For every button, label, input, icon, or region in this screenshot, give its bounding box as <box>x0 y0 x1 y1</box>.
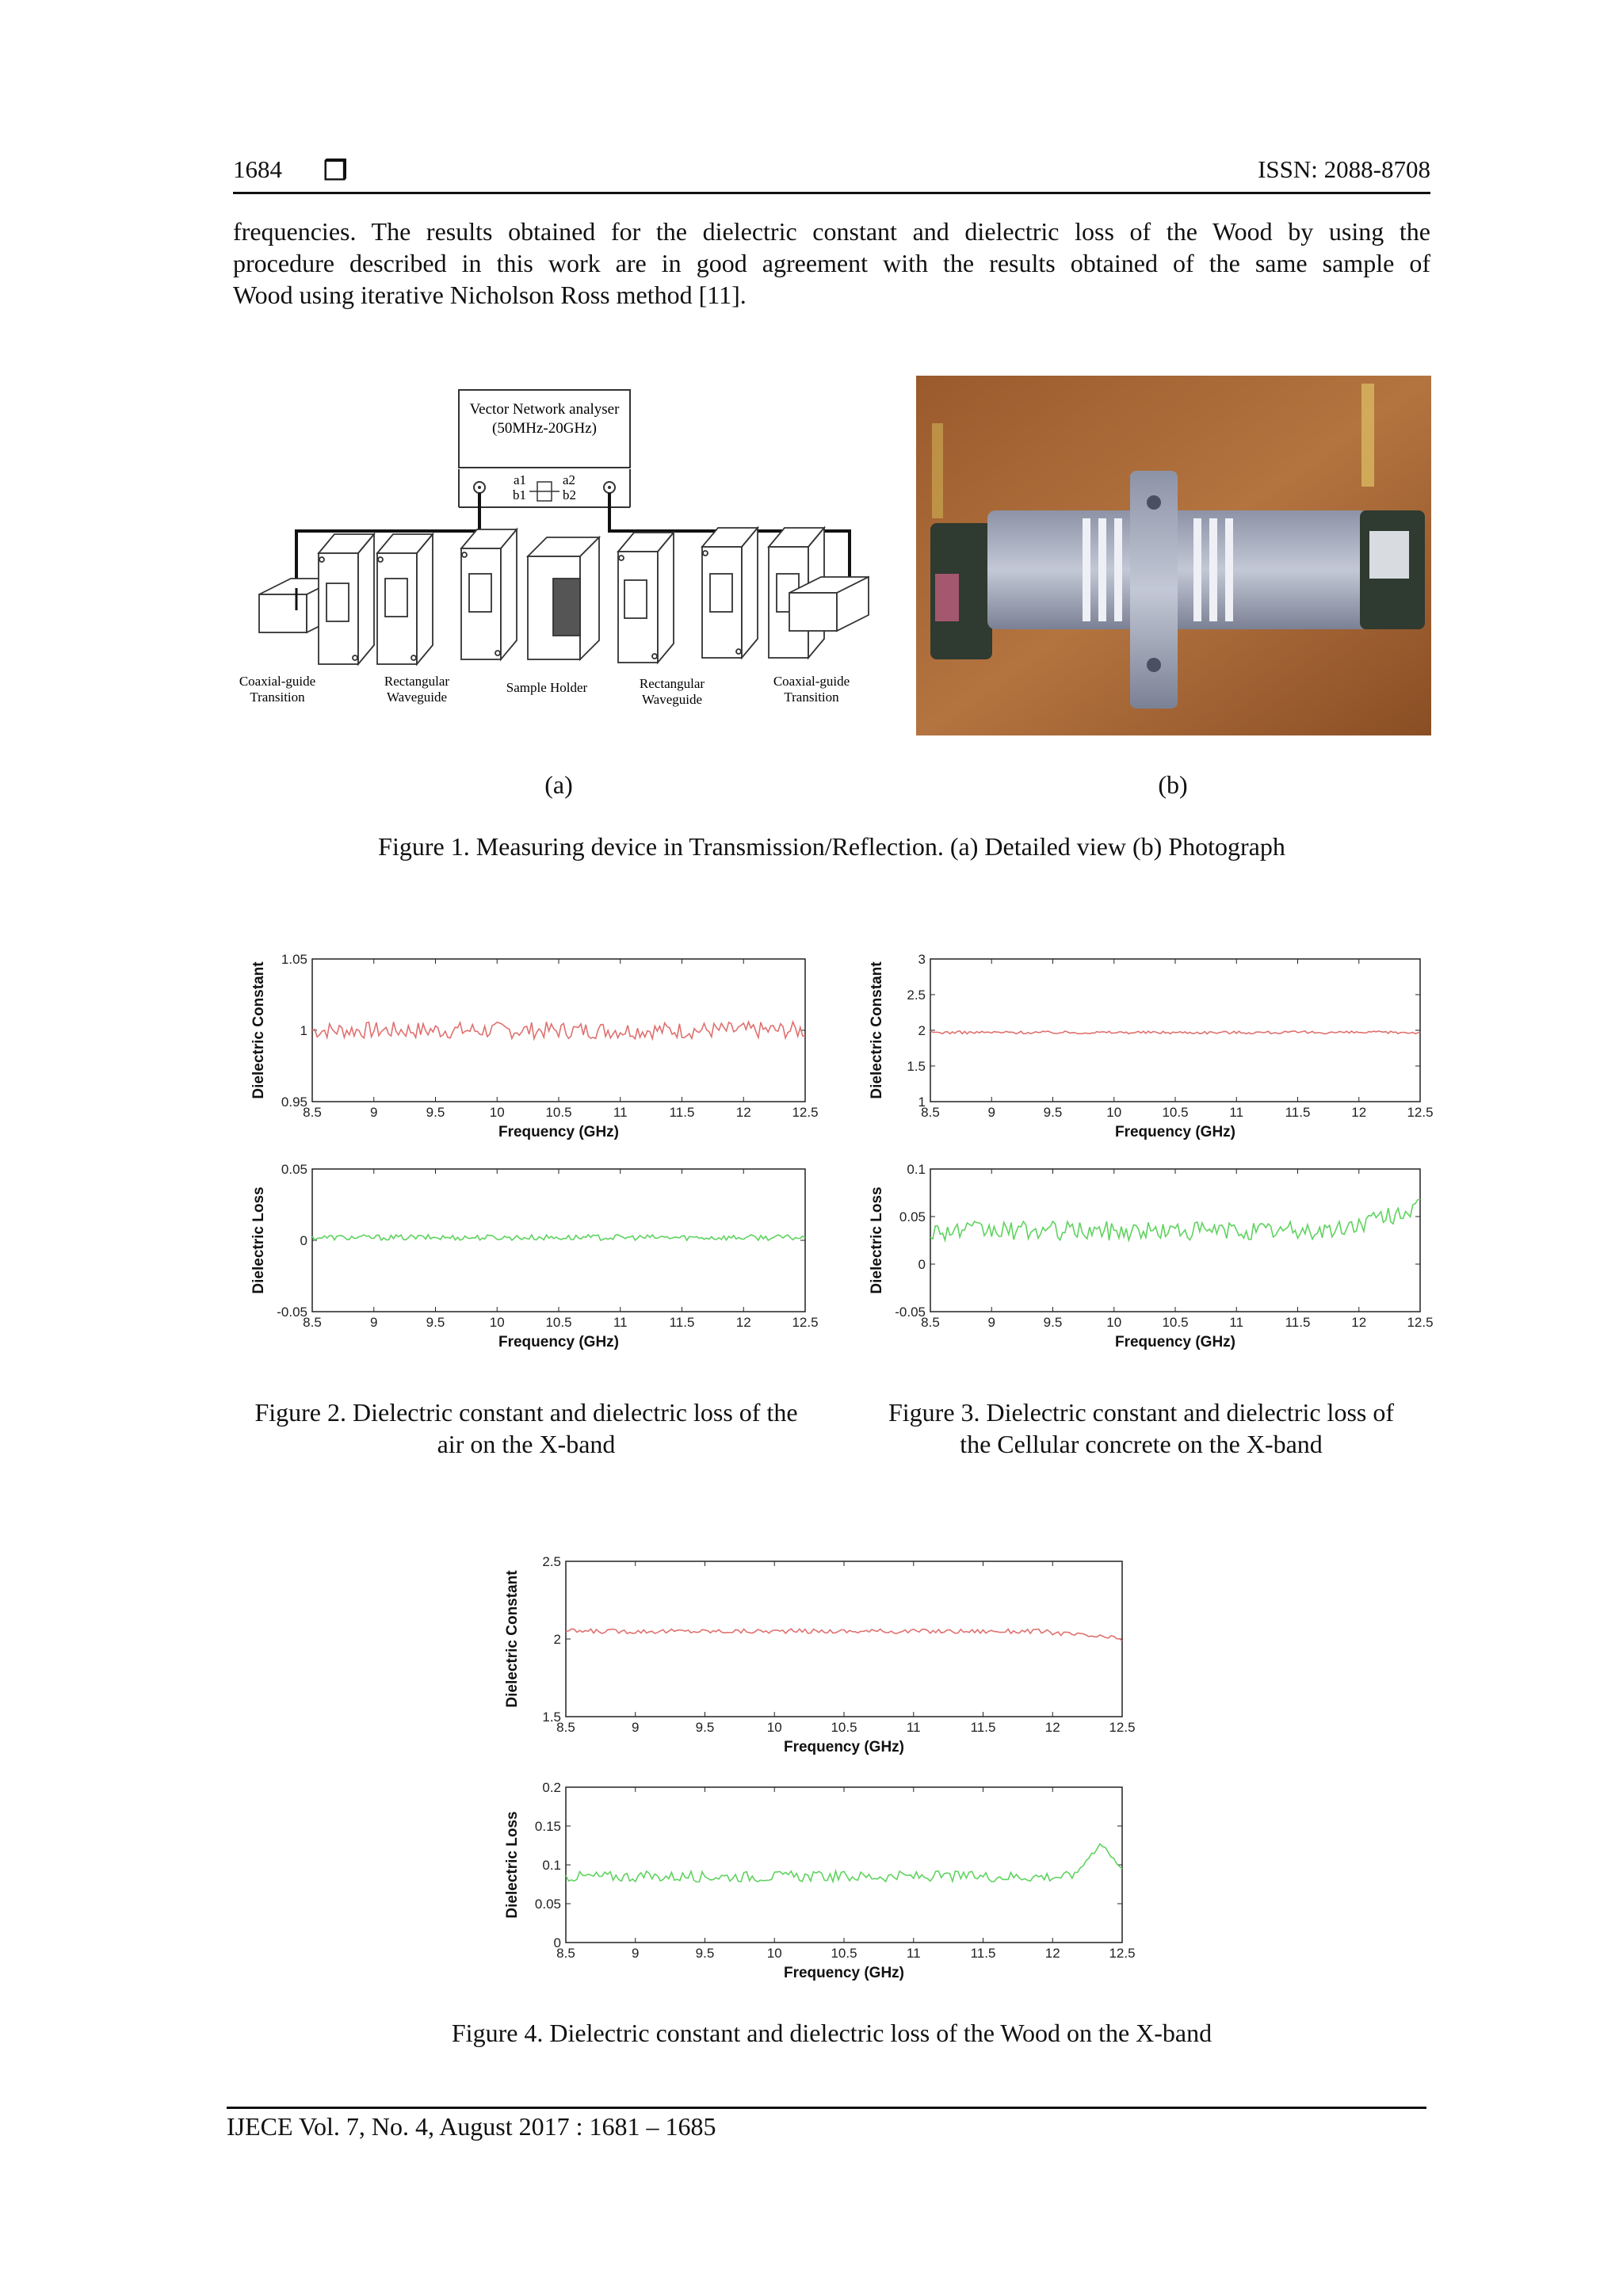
port-b2: b2 <box>563 487 576 502</box>
y-tick-label: 2.5 <box>907 988 926 1003</box>
x-tick-label: 10.5 <box>545 1315 572 1330</box>
x-tick-label: 9 <box>987 1105 995 1120</box>
x-tick-label: 11.5 <box>970 1946 996 1961</box>
x-tick-label: 11.5 <box>669 1105 695 1120</box>
x-tick-label: 8.5 <box>556 1946 575 1961</box>
x-axis-label: Frequency (GHz) <box>498 1124 620 1140</box>
x-tick-label: 10.5 <box>545 1105 572 1120</box>
y-axis-label: Dielectric Loss <box>869 1186 885 1294</box>
x-tick-label: 9.5 <box>426 1105 445 1120</box>
x-tick-label: 10.5 <box>831 1946 857 1961</box>
series-line <box>566 1629 1122 1641</box>
label-coax-right-2: Transition <box>784 690 839 705</box>
y-axis-label: Dielectric Constant <box>869 961 885 1099</box>
x-tick-label: 12 <box>1044 1946 1060 1961</box>
box-glyph-icon: ❒ <box>323 157 348 186</box>
figure4-caption: Figure 4. Dielectric constant and dielectric loss of the Wood on the X-band <box>451 2019 1212 2047</box>
plot-frame <box>566 1561 1122 1717</box>
x-tick-label: 11 <box>906 1946 921 1961</box>
figure3-caption <box>848 1396 1434 1460</box>
y-axis-label: Dielectric Loss <box>250 1186 267 1294</box>
y-tick-label: 2 <box>918 1023 926 1038</box>
label-waveguide-left-2: Waveguide <box>386 690 448 705</box>
x-tick-label: 9.5 <box>695 1720 715 1735</box>
issn: ISSN: 2088-8708 <box>1258 155 1430 183</box>
y-tick-label: 1.5 <box>542 1710 561 1725</box>
port-a1: a1 <box>513 472 526 487</box>
port-a2: a2 <box>563 472 576 487</box>
x-tick-label: 12.5 <box>1407 1315 1434 1330</box>
x-tick-label: 8.5 <box>921 1315 940 1330</box>
chart-fig4-top <box>504 1554 1136 1755</box>
y-tick-label: 0.1 <box>907 1162 926 1177</box>
figure1-photograph <box>916 376 1431 735</box>
x-tick-label: 9 <box>370 1105 378 1120</box>
x-tick-label: 11.5 <box>669 1315 695 1330</box>
vna-title-1: Vector Network analyser <box>469 401 620 418</box>
x-tick-label: 9 <box>632 1720 640 1735</box>
x-tick-label: 8.5 <box>303 1315 322 1330</box>
y-tick-label: 0 <box>553 1935 561 1950</box>
y-tick-label: 1.05 <box>281 952 307 967</box>
y-tick-label: 0.05 <box>899 1209 926 1224</box>
x-axis-label: Frequency (GHz) <box>783 1739 905 1755</box>
series-line <box>930 1031 1420 1034</box>
y-tick-label: -0.05 <box>895 1305 926 1320</box>
y-tick-label: 1 <box>918 1095 926 1110</box>
y-axis-label: Dielectric Constant <box>250 961 267 1099</box>
figure3-caption-line-2: the Cellular concrete on the X-band <box>960 1430 1323 1458</box>
plot-frame <box>930 959 1420 1102</box>
y-axis-label: Dielectric Constant <box>504 1570 521 1708</box>
x-tick-label: 10 <box>1106 1105 1122 1120</box>
port-b1: b1 <box>513 487 526 502</box>
x-tick-label: 12 <box>1351 1105 1367 1120</box>
label-waveguide-left: Rectangular <box>384 674 450 689</box>
paragraph-line: procedure described in this work are in good agreement with the results obtained of the same sample of <box>233 249 1430 277</box>
x-tick-label: 10.5 <box>1162 1315 1189 1330</box>
x-tick-label: 12.5 <box>792 1315 819 1330</box>
x-axis-label: Frequency (GHz) <box>498 1334 620 1350</box>
chart-fig3-bottom <box>869 1162 1434 1350</box>
figure2-caption <box>233 1396 819 1460</box>
y-tick-label: -0.05 <box>277 1305 307 1320</box>
vna-title-2: (50MHz-20GHz) <box>492 420 597 437</box>
x-tick-label: 10 <box>1106 1315 1122 1330</box>
x-tick-label: 12 <box>1351 1315 1367 1330</box>
x-tick-label: 9 <box>987 1315 995 1330</box>
x-tick-label: 12 <box>735 1105 751 1120</box>
y-tick-label: 1 <box>300 1023 307 1038</box>
figure1-sub-a: (a) <box>544 770 573 799</box>
y-axis-label: Dielectric Loss <box>504 1811 521 1919</box>
x-tick-label: 10 <box>766 1720 782 1735</box>
x-tick-label: 8.5 <box>303 1105 322 1120</box>
label-coax-right: Coaxial-guide <box>773 674 850 689</box>
x-tick-label: 11.5 <box>1285 1315 1311 1330</box>
plot-frame <box>930 1169 1420 1312</box>
series-line <box>312 1022 805 1038</box>
figure1-caption: Figure 1. Measuring device in Transmission/Reflection. (a) Detailed view (b) Photograph <box>378 832 1285 861</box>
x-tick-label: 9.5 <box>426 1315 445 1330</box>
paragraph-line: frequencies. The results obtained for the dielectric constant and dielectric loss of the Wood by using the <box>233 217 1430 246</box>
y-tick-label: 2.5 <box>542 1554 561 1569</box>
figure2-caption-line-1: Figure 2. Dielectric constant and dielectric loss of the <box>254 1398 798 1427</box>
figure2-caption-line-2: air on the X-band <box>437 1430 616 1458</box>
x-tick-label: 12 <box>735 1315 751 1330</box>
x-tick-label: 12.5 <box>1407 1105 1434 1120</box>
x-tick-label: 11 <box>613 1105 628 1120</box>
x-tick-label: 11 <box>906 1720 921 1735</box>
sample-holder-box <box>528 537 599 659</box>
chart-fig2-bottom <box>250 1162 819 1350</box>
figure1-sub-b: (b) <box>1158 770 1188 799</box>
x-tick-label: 9.5 <box>1043 1315 1063 1330</box>
x-tick-label: 11 <box>1229 1315 1244 1330</box>
y-tick-label: 0.15 <box>534 1819 561 1834</box>
x-tick-label: 10 <box>489 1315 505 1330</box>
label-sample-holder: Sample Holder <box>506 680 588 695</box>
chart-fig4-bottom <box>504 1780 1136 1981</box>
figure4-charts <box>491 1545 1141 1997</box>
series-line <box>566 1844 1122 1882</box>
x-tick-label: 10.5 <box>1162 1105 1189 1120</box>
waveguide-left-plate <box>377 534 433 664</box>
x-tick-label: 10.5 <box>831 1720 857 1735</box>
plot-frame <box>312 959 805 1102</box>
x-tick-label: 9.5 <box>1043 1105 1063 1120</box>
x-axis-label: Frequency (GHz) <box>783 1965 905 1981</box>
series-line <box>930 1199 1420 1240</box>
x-tick-label: 9 <box>370 1315 378 1330</box>
x-tick-label: 10 <box>489 1105 505 1120</box>
figure3-charts <box>869 943 1447 1363</box>
chart-fig3-top <box>869 952 1434 1140</box>
y-tick-label: 0 <box>918 1257 926 1272</box>
flange-3 <box>618 533 674 663</box>
y-tick-label: 0 <box>300 1233 307 1248</box>
flange-2 <box>461 529 517 659</box>
series-line <box>312 1235 805 1240</box>
x-tick-label: 9 <box>632 1946 640 1961</box>
x-tick-label: 11.5 <box>970 1720 996 1735</box>
paragraph-line: Wood using iterative Nicholson Ross method [11]. <box>233 281 747 309</box>
figure2-charts <box>233 943 835 1363</box>
x-tick-label: 12.5 <box>1109 1720 1136 1735</box>
y-tick-label: 0.05 <box>281 1162 307 1177</box>
waveguide-right-plate <box>702 528 758 658</box>
body-paragraph <box>233 216 1430 311</box>
plot-frame <box>566 1787 1122 1943</box>
footer-rule <box>227 2107 1426 2109</box>
x-tick-label: 10 <box>766 1946 782 1961</box>
y-tick-label: 0.1 <box>542 1858 561 1873</box>
label-coax-left: Coaxial-guide <box>239 674 316 689</box>
label-coax-left-2: Transition <box>250 690 305 705</box>
label-waveguide-right-2: Waveguide <box>641 692 703 707</box>
figure3-caption-line-1: Figure 3. Dielectric constant and dielectric loss of <box>888 1398 1394 1427</box>
label-waveguide-right: Rectangular <box>639 676 705 691</box>
flange-1 <box>319 534 374 664</box>
y-tick-label: 2 <box>553 1632 561 1647</box>
x-axis-label: Frequency (GHz) <box>1114 1124 1236 1140</box>
y-tick-label: 0.95 <box>281 1095 307 1110</box>
header-rule <box>233 192 1430 194</box>
x-tick-label: 11.5 <box>1285 1105 1311 1120</box>
x-tick-label: 8.5 <box>921 1105 940 1120</box>
figure1-diagram <box>233 380 875 729</box>
x-tick-label: 12.5 <box>792 1105 819 1120</box>
x-tick-label: 8.5 <box>556 1720 575 1735</box>
x-tick-label: 12.5 <box>1109 1946 1136 1961</box>
x-tick-label: 11 <box>613 1315 628 1330</box>
x-axis-label: Frequency (GHz) <box>1114 1334 1236 1350</box>
x-tick-label: 9.5 <box>695 1946 715 1961</box>
y-tick-label: 1.5 <box>907 1059 926 1074</box>
y-tick-label: 3 <box>918 952 926 967</box>
page-number: 1684 <box>233 155 282 183</box>
y-tick-label: 0.05 <box>534 1897 561 1912</box>
x-tick-label: 11 <box>1229 1105 1244 1120</box>
chart-fig2-top <box>250 952 819 1140</box>
y-tick-label: 0.2 <box>542 1780 561 1795</box>
footer-text: IJECE Vol. 7, No. 4, August 2017 : 1681 – 1685 <box>227 2112 716 2141</box>
x-tick-label: 12 <box>1044 1720 1060 1735</box>
